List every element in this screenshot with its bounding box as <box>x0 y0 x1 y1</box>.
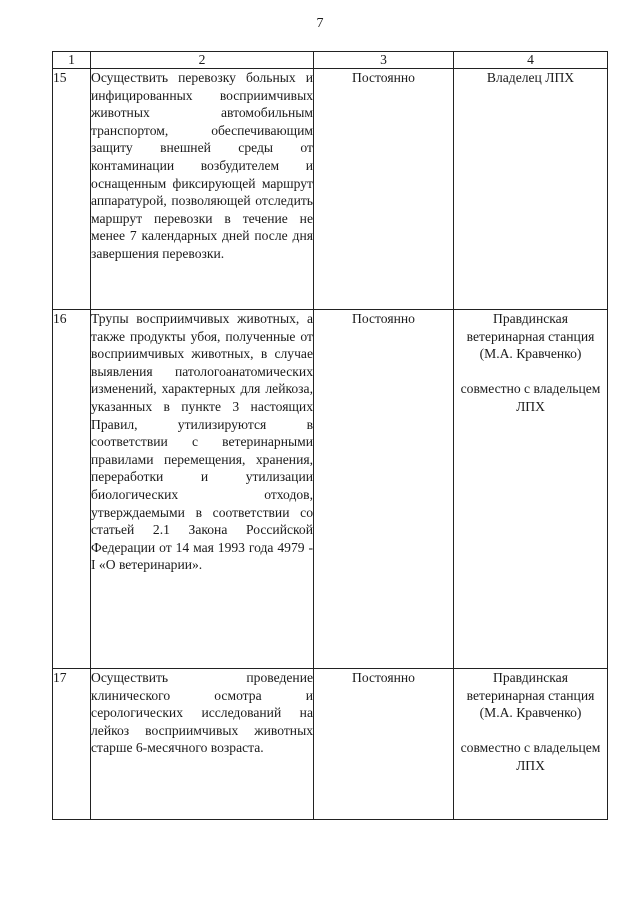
table-row <box>53 310 608 669</box>
responsible-line: Владелец ЛПХ <box>486 70 575 85</box>
responsible-line: ЛПХ <box>516 398 545 414</box>
column-header-responsible: 4 <box>454 52 608 69</box>
responsible-line: Правдинская <box>493 311 568 326</box>
row-term: Постоянно <box>314 310 454 669</box>
row-responsible <box>454 669 608 820</box>
responsible-line: Правдинская <box>493 670 568 685</box>
table-row <box>53 669 608 820</box>
responsible-line: ЛПХ <box>516 757 545 773</box>
table-row <box>53 69 608 310</box>
responsible-line: ветеринарная станция <box>466 328 595 344</box>
row-responsible <box>454 310 608 669</box>
responsible-spacer <box>454 363 607 381</box>
column-header-number: 1 <box>53 52 91 69</box>
row-number: 15 <box>53 69 91 310</box>
responsible-line: совместно с владельцем <box>460 381 601 397</box>
row-term: Постоянно <box>314 69 454 310</box>
page-number: 7 <box>316 16 324 31</box>
column-header-action: 2 <box>91 52 314 69</box>
responsible-line: (М.А. Кравченко) <box>479 346 582 362</box>
table-header-row <box>53 52 608 69</box>
responsible-line: (М.А. Кравченко) <box>479 705 582 721</box>
row-action-text: Осуществить перевозку больных и инфицированных восприимчивых животных автомобильным транспортом, обеспечивающим защиту внешней среды от контаминации возбудителем и оснащенным фиксирующей маршрут аппаратурой, позволяющей отследить маршрут перевозки в течение не менее 7 календарных дней после дня завершения перевозки. <box>91 69 314 310</box>
column-header-term: 3 <box>314 52 454 69</box>
responsible-line: совместно с владельцем <box>460 740 601 756</box>
row-number: 16 <box>53 310 91 669</box>
row-number: 17 <box>53 669 91 820</box>
responsible-line: ветеринарная станция <box>466 687 595 703</box>
row-action-text: Осуществить проведение клинического осмотра и серологических исследований на лейкоз восприимчивых животных старше 6-месячного возраста. <box>91 669 314 820</box>
row-term: Постоянно <box>314 669 454 820</box>
row-action-text: Трупы восприимчивых животных, а также продукты убоя, полученные от восприимчивых животных, в случае выявления патологоанатомических изменений, характерных для лейкоза, указанных в пункте 3 настоящих Правил, утилизируются в соответствии с ветеринарными правилами перемещения, хранения, переработки и утилизации биологических отходов, утверждаемыми в соответствии со статьей 2.1 Закона Российской Федерации от 14 мая 1993 года 4979 - I «О ветеринарии». <box>91 310 314 669</box>
measures-table <box>52 51 608 820</box>
responsible-spacer <box>454 722 607 740</box>
row-responsible <box>454 69 608 310</box>
